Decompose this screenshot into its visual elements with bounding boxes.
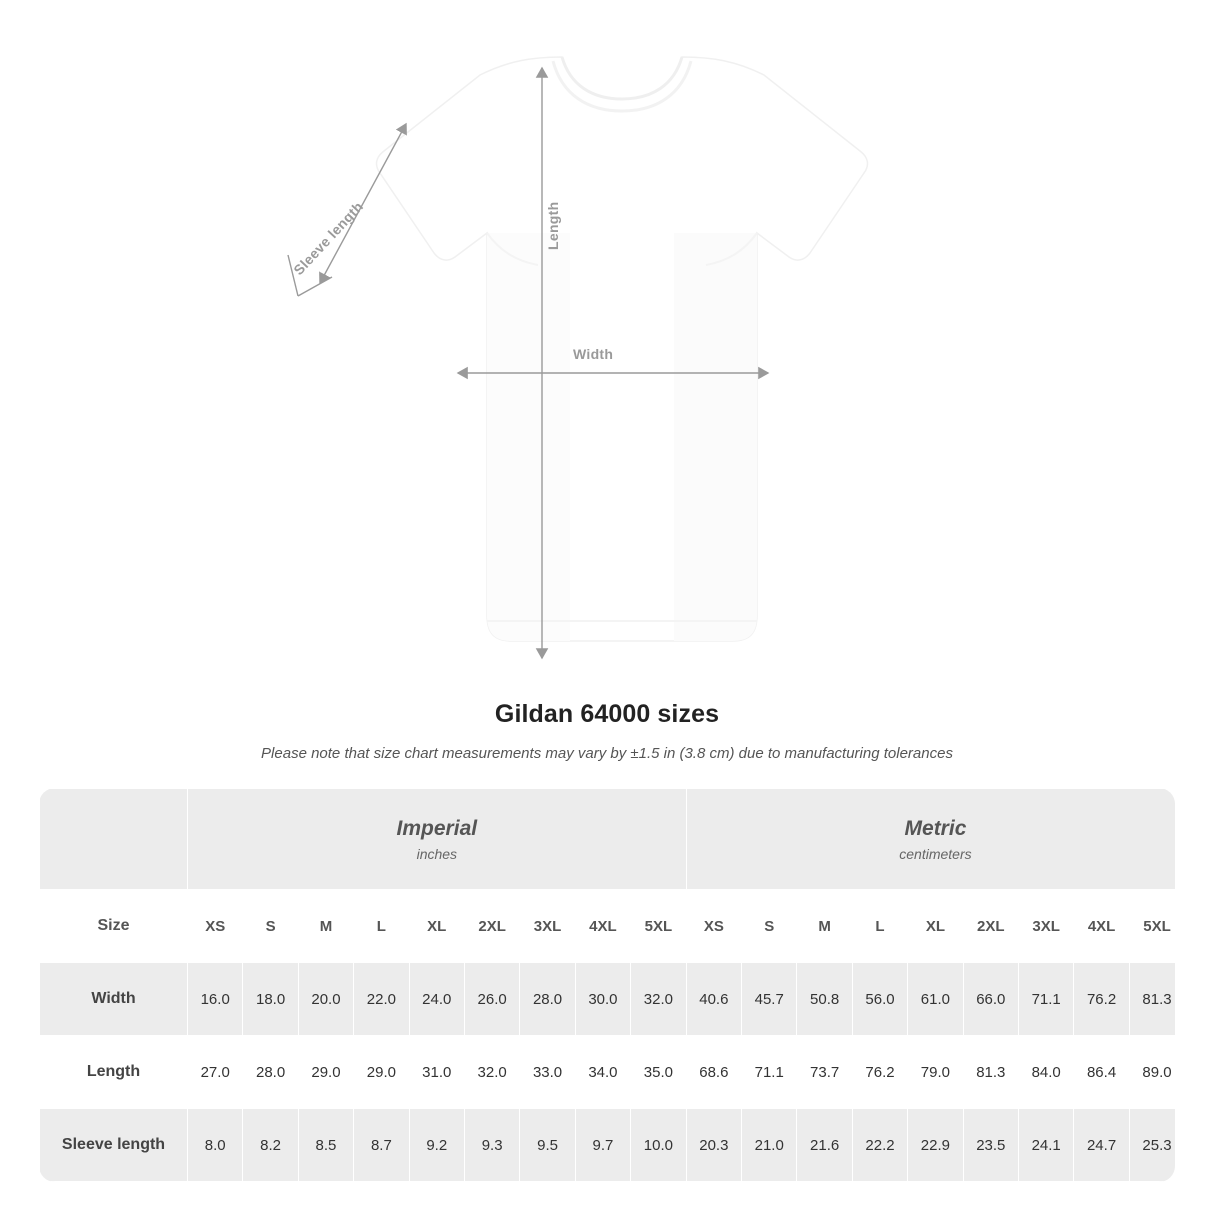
table-cell: 61.0 (908, 963, 963, 1036)
table-cell: 81.3 (1129, 963, 1175, 1036)
table-cell: 40.6 (686, 963, 741, 1036)
table-cell: 8.7 (354, 1109, 409, 1182)
table-cell: 21.0 (742, 1109, 797, 1182)
size-header-cell: 3XL (520, 890, 575, 963)
size-header-cell: XS (188, 890, 243, 963)
table-cell: 45.7 (742, 963, 797, 1036)
table-cell: 24.0 (409, 963, 464, 1036)
table-cell: 24.7 (1074, 1109, 1129, 1182)
size-header-cell: 4XL (575, 890, 630, 963)
table-cell: 30.0 (575, 963, 630, 1036)
table-cell: 8.2 (243, 1109, 298, 1182)
size-header-label: Size (40, 890, 188, 963)
row-label-sleeve-length: Sleeve length (40, 1109, 188, 1182)
size-header-cell: 2XL (963, 890, 1018, 963)
size-header-cell: XL (908, 890, 963, 963)
table-cell: 34.0 (575, 1036, 630, 1109)
table-cell: 71.1 (1018, 963, 1073, 1036)
size-table (39, 788, 1175, 1182)
table-cell: 79.0 (908, 1036, 963, 1109)
size-header-cell: 5XL (1129, 890, 1175, 963)
imperial-subtitle: inches (416, 846, 458, 863)
table-cell: 24.1 (1018, 1109, 1073, 1182)
table-cell: 10.0 (631, 1109, 687, 1182)
table-cell: 22.9 (908, 1109, 963, 1182)
table-cell: 9.5 (520, 1109, 575, 1182)
table-cell: 21.6 (797, 1109, 852, 1182)
table-cell: 29.0 (354, 1036, 409, 1109)
table-cell: 50.8 (797, 963, 852, 1036)
table-cell: 71.1 (742, 1036, 797, 1109)
table-cell: 73.7 (797, 1036, 852, 1109)
table-cell: 8.0 (188, 1109, 243, 1182)
unit-group-row (40, 789, 1176, 890)
table-cell: 66.0 (963, 963, 1018, 1036)
size-table-container (39, 788, 1175, 1182)
table-cell: 89.0 (1129, 1036, 1175, 1109)
table-cell: 20.0 (298, 963, 353, 1036)
table-row (40, 963, 1176, 1036)
table-cell: 9.3 (464, 1109, 519, 1182)
size-header-cell: M (298, 890, 353, 963)
table-row (40, 1036, 1176, 1109)
width-label: Width (573, 346, 614, 362)
size-header-cell: L (354, 890, 409, 963)
row-label-length: Length (40, 1036, 188, 1109)
table-cell: 28.0 (520, 963, 575, 1036)
metric-subtitle: centimeters (899, 846, 972, 863)
title-block (0, 700, 1214, 762)
table-cell: 18.0 (243, 963, 298, 1036)
size-header-cell: 4XL (1074, 890, 1129, 963)
size-header-cell: 2XL (464, 890, 519, 963)
unit-group-metric (686, 789, 1175, 890)
table-cell: 25.3 (1129, 1109, 1175, 1182)
size-header-cell: 3XL (1018, 890, 1073, 963)
table-cell: 28.0 (243, 1036, 298, 1109)
table-cell: 32.0 (464, 1036, 519, 1109)
size-header-cell: S (742, 890, 797, 963)
table-cell: 68.6 (686, 1036, 741, 1109)
table-cell: 22.0 (354, 963, 409, 1036)
metric-title: Metric (904, 816, 967, 840)
table-cell: 26.0 (464, 963, 519, 1036)
size-header-cell: S (243, 890, 298, 963)
size-header-cell: L (852, 890, 907, 963)
unit-group-imperial (188, 789, 687, 890)
table-cell: 9.2 (409, 1109, 464, 1182)
table-cell: 31.0 (409, 1036, 464, 1109)
table-row (40, 1109, 1176, 1182)
tolerance-note: Please note that size chart measurements may vary by ±1.5 in (3.8 cm) due to manufacturing tolerances (261, 745, 953, 762)
length-label: Length (545, 201, 561, 250)
size-header-cell: XS (686, 890, 741, 963)
size-header-cell: XL (409, 890, 464, 963)
table-cell: 32.0 (631, 963, 687, 1036)
table-cell: 23.5 (963, 1109, 1018, 1182)
size-header-cell: M (797, 890, 852, 963)
sleeve-length-label: Sleeve length (290, 198, 367, 278)
table-cell: 16.0 (188, 963, 243, 1036)
table-cell: 81.3 (963, 1036, 1018, 1109)
table-cell: 76.2 (1074, 963, 1129, 1036)
unit-group-spacer (40, 789, 188, 890)
table-cell: 33.0 (520, 1036, 575, 1109)
table-cell: 27.0 (188, 1036, 243, 1109)
table-cell: 56.0 (852, 963, 907, 1036)
table-cell: 29.0 (298, 1036, 353, 1109)
size-header-row (40, 890, 1176, 963)
page-title: Gildan 64000 sizes (494, 700, 720, 728)
table-cell: 20.3 (686, 1109, 741, 1182)
size-header-cell: 5XL (631, 890, 687, 963)
table-cell: 35.0 (631, 1036, 687, 1109)
table-cell: 8.5 (298, 1109, 353, 1182)
table-cell: 22.2 (852, 1109, 907, 1182)
table-cell: 76.2 (852, 1036, 907, 1109)
table-cell: 84.0 (1018, 1036, 1073, 1109)
table-cell: 86.4 (1074, 1036, 1129, 1109)
imperial-title: Imperial (396, 816, 478, 840)
row-label-width: Width (40, 963, 188, 1036)
table-cell: 9.7 (575, 1109, 630, 1182)
